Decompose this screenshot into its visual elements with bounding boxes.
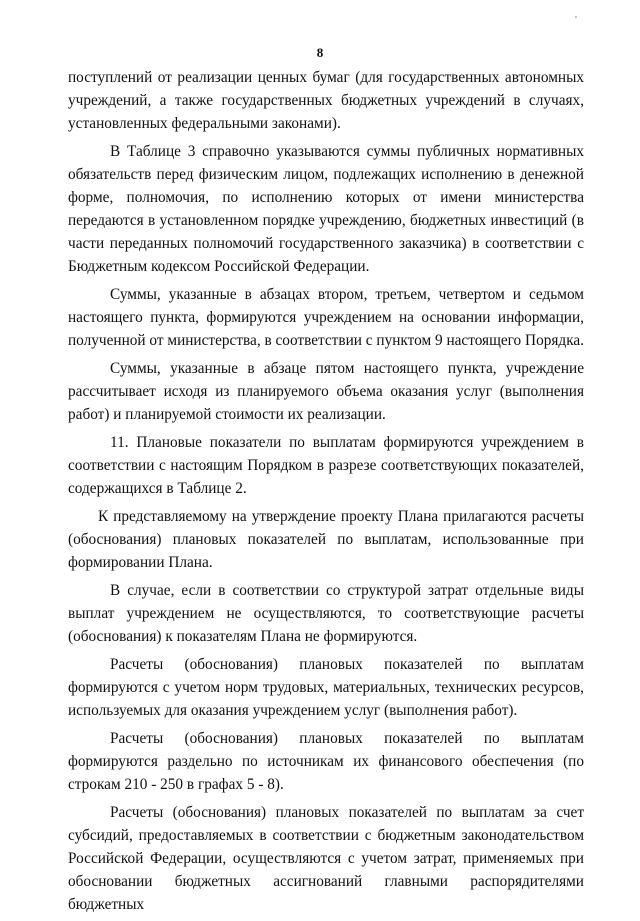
- paragraph-table3: В Таблице 3 справочно указываются суммы публичных нормативных обязательств перед физическим лицом, подлежащих исполнению в денежной форме, полномочия, по исполнению которых от имени министерства передаются в установленном порядке учреждению, бюджетных инвестиций (в части переданных полномочий государственного заказчика) в соответствии с Бюджетным кодексом Российской Федерации.: [68, 143, 584, 275]
- page-number: 8: [316, 45, 324, 60]
- paragraph-item-11: 11. Плановые показатели по выплатам формируются учреждением в соответствии с настоящим Порядком в разрезе соответствующих показателей, содержащихся в Таблице 2.: [68, 434, 584, 497]
- paragraph-attachments: К представляемому на утверждение проекту Плана прилагаются расчеты (обоснования) плановых показателей по выплатам, использованные при формировании Плана.: [68, 508, 584, 571]
- paragraph-no-payments: В случае, если в соответствии со структурой затрат отдельные виды выплат учреждением не осуществляются, то соответствующие расчеты (обоснования) к показателям Плана не формируются.: [68, 582, 584, 645]
- paragraph-continuation: поступлений от реализации ценных бумаг (для государственных автономных учреждений, а также государственных бюджетных учреждений в случаях, установленных федеральными законами).: [68, 69, 584, 132]
- paragraph-sources: Расчеты (обоснования) плановых показателей по выплатам формируются раздельно по источникам их финансового обеспечения (по строкам 210 - 250 в графах 5 - 8).: [68, 730, 584, 793]
- corner-mark: ': [575, 14, 577, 26]
- document-body: [68, 66, 584, 921]
- paragraph-norms: Расчеты (обоснования) плановых показателей по выплатам формируются с учетом норм трудовых, материальных, технических ресурсов, используемых для оказания учреждением услуг (выполнения работ).: [68, 656, 584, 719]
- paragraph-sums-ministry: Суммы, указанные в абзацах втором, третьем, четвертом и седьмом настоящего пункта, формируются учреждением на основании информации, полученной от министерства, в соответствии с пунктом 9 настоящего Порядка.: [68, 286, 585, 349]
- paragraph-subsidies: Расчеты (обоснования) плановых показателей по выплатам за счет субсидий, предоставляемых в соответствии с бюджетным законодательством Российской Федерации, осуществляются с учетом затрат, применяемых при обосновании бюджетных ассигнований главными распорядителями бюджетных: [68, 804, 584, 913]
- paragraph-sums-services: Суммы, указанные в абзаце пятом настоящего пункта, учреждение рассчитывает исходя из планируемого объема оказания услуг (выполнения работ) и планируемой стоимости их реализации.: [68, 360, 584, 423]
